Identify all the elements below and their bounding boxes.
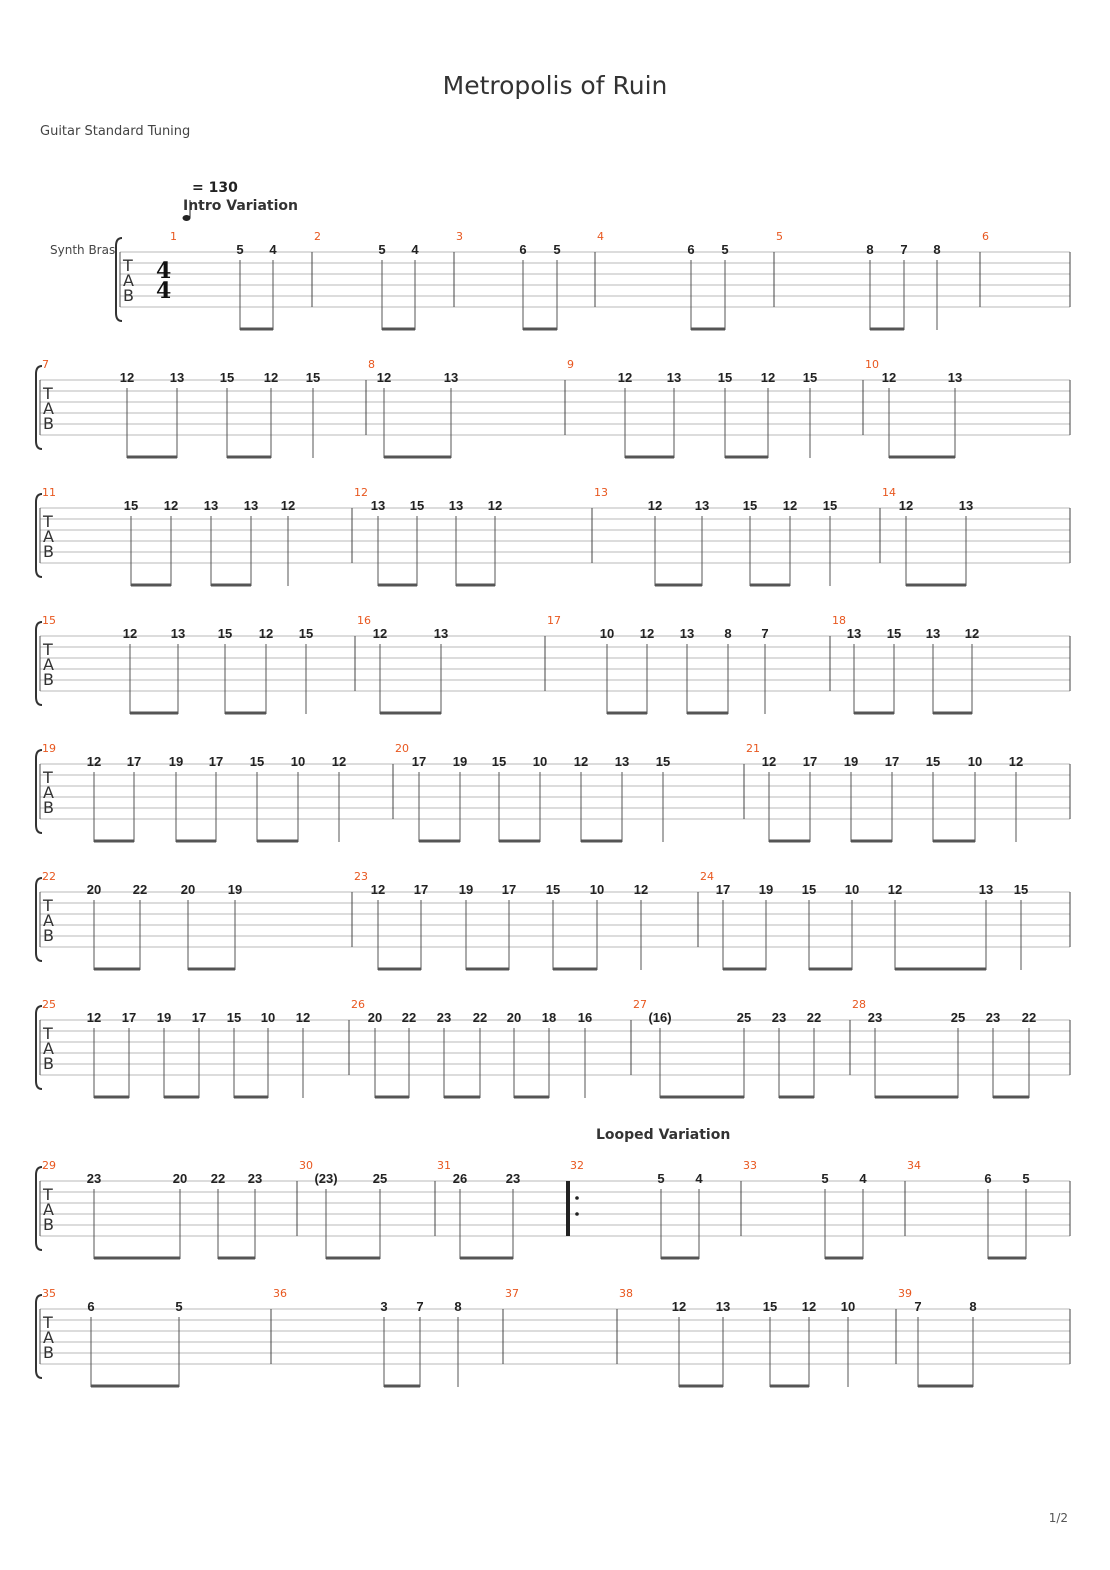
fret-number: 12 [617,370,633,385]
fret-number: 5 [553,242,561,257]
measure-number: 33 [743,1159,757,1172]
fret-number: 12 [487,498,503,513]
fret-number: 4 [695,1171,703,1186]
fret-number: 5 [657,1171,665,1186]
measure-number: 6 [982,230,989,243]
fret-number: 22 [472,1010,488,1025]
fret-number: 13 [679,626,695,641]
fret-number: 15 [822,498,838,513]
measure-number: 11 [42,486,56,499]
system-bracket [36,1006,42,1089]
fret-number: 20 [86,882,102,897]
measure-number: 20 [395,742,409,755]
measure-number: 17 [547,614,561,627]
fret-number: 17 [802,754,818,769]
fret-number: 12 [86,754,102,769]
measure-number: 24 [700,870,714,883]
measure-number: 7 [42,358,49,371]
fret-number: 17 [884,754,900,769]
fret-number: 22 [210,1171,226,1186]
tab-letter: T [43,384,53,403]
tab-letter: B [43,414,54,433]
fret-number: 12 [122,626,138,641]
section-looped-variation: Looped Variation [596,1127,731,1143]
measure-number: 3 [456,230,463,243]
fret-number: 10 [260,1010,276,1025]
fret-number: 15 [742,498,758,513]
fret-number: 8 [454,1299,462,1314]
fret-number: 13 [666,370,682,385]
tab-letter: B [43,1054,54,1073]
tab-letter: A [43,527,54,546]
fret-number: 12 [370,882,386,897]
fret-number: 13 [448,498,464,513]
fret-number: 12 [964,626,980,641]
fret-number: 19 [168,754,184,769]
system-bracket [36,366,42,449]
measure-number: 31 [437,1159,451,1172]
fret-number: 6 [519,242,527,257]
tab-letter: A [43,911,54,930]
fret-number: 7 [416,1299,424,1314]
fret-number: 5 [821,1171,829,1186]
tab-letter: B [43,798,54,817]
tab-letter: B [43,670,54,689]
fret-number: 15 [655,754,671,769]
system-bracket [36,878,42,961]
fret-number: 15 [217,626,233,641]
fret-number: 10 [532,754,548,769]
system-bracket [116,238,122,321]
fret-number: 13 [947,370,963,385]
fret-number: 15 [305,370,321,385]
system-bracket [36,1167,42,1250]
fret-number: (23) [314,1171,338,1186]
fret-number: 13 [243,498,259,513]
tab-letter: T [43,1313,53,1332]
fret-number: 10 [599,626,615,641]
fret-number: 17 [411,754,427,769]
fret-number: 12 [280,498,296,513]
fret-number: 12 [760,370,776,385]
fret-number: 19 [452,754,468,769]
fret-number: 5 [378,242,386,257]
measure-number: 15 [42,614,56,627]
fret-number: 15 [298,626,314,641]
fret-number: 17 [413,882,429,897]
fret-number: 15 [249,754,265,769]
fret-number: 19 [227,882,243,897]
fret-number: 4 [269,242,277,257]
tab-letter: A [43,1200,54,1219]
measure-number: 21 [746,742,760,755]
tab-letter: A [123,271,134,290]
fret-number: 15 [409,498,425,513]
fret-number: 22 [401,1010,417,1025]
fret-number: 13 [694,498,710,513]
tempo-marking: = 130 [192,180,238,196]
fret-number: 15 [802,370,818,385]
fret-number: 15 [717,370,733,385]
fret-number: 17 [191,1010,207,1025]
fret-number: 7 [914,1299,922,1314]
fret-number: 10 [290,754,306,769]
fret-number: 8 [866,242,874,257]
measure-number: 2 [314,230,321,243]
fret-number: 12 [633,882,649,897]
tab-letter: B [43,926,54,945]
fret-number: 23 [86,1171,102,1186]
fret-number: 13 [925,626,941,641]
fret-number: 23 [985,1010,1001,1025]
fret-number: 23 [867,1010,883,1025]
measure-number: 14 [882,486,896,499]
fret-number: 19 [156,1010,172,1025]
fret-number: 15 [123,498,139,513]
fret-number: 12 [86,1010,102,1025]
song-title: Metropolis of Ruin [442,71,668,100]
tab-letter: T [43,1185,53,1204]
measure-number: 18 [832,614,846,627]
fret-number: 15 [886,626,902,641]
fret-number: 12 [881,370,897,385]
measure-number: 10 [865,358,879,371]
fret-number: 15 [491,754,507,769]
fret-number: 7 [900,242,908,257]
fret-number: 18 [541,1010,557,1025]
tab-letter: A [43,1328,54,1347]
tab-letter: B [123,286,134,305]
measure-number: 25 [42,998,56,1011]
system-bracket [36,1295,42,1378]
fret-number: 13 [370,498,386,513]
instrument-name: Synth Bras [50,243,116,257]
fret-number: 12 [1008,754,1024,769]
fret-number: 25 [950,1010,966,1025]
measure-number: 4 [597,230,604,243]
system-bracket [36,622,42,705]
measure-number: 37 [505,1287,519,1300]
repeat-dot [575,1212,579,1216]
fret-number: 8 [969,1299,977,1314]
fret-number: 20 [367,1010,383,1025]
measure-number: 16 [357,614,371,627]
fret-number: 23 [505,1171,521,1186]
fret-number: 15 [1013,882,1029,897]
fret-number: 7 [761,626,769,641]
fret-number: 12 [263,370,279,385]
measure-number: 27 [633,998,647,1011]
fret-number: 6 [87,1299,95,1314]
measure-number: 30 [299,1159,313,1172]
fret-number: 12 [119,370,135,385]
fret-number: 13 [433,626,449,641]
measure-number: 13 [594,486,608,499]
page-number: 1/2 [1048,1511,1068,1525]
fret-number: 10 [589,882,605,897]
fret-number: 13 [443,370,459,385]
tuning-label: Guitar Standard Tuning [40,124,191,139]
measure-number: 9 [567,358,574,371]
fret-number: 12 [372,626,388,641]
tab-letter: T [123,256,133,275]
time-signature-top: 4 [156,258,172,284]
tab-letter: A [43,783,54,802]
tab-letter: T [43,896,53,915]
fret-number: 15 [226,1010,242,1025]
measure-number: 29 [42,1159,56,1172]
fret-number: 12 [295,1010,311,1025]
measure-number: 5 [776,230,783,243]
fret-number: 17 [501,882,517,897]
fret-number: 17 [126,754,142,769]
fret-number: 22 [132,882,148,897]
fret-number: 13 [169,370,185,385]
fret-number: 13 [958,498,974,513]
fret-number: 15 [219,370,235,385]
measure-number: 26 [351,998,365,1011]
fret-number: 12 [782,498,798,513]
system-bracket [36,750,42,833]
fret-number: 12 [331,754,347,769]
measure-number: 28 [852,998,866,1011]
fret-number: 23 [771,1010,787,1025]
fret-number: 12 [898,498,914,513]
measure-number: 39 [898,1287,912,1300]
fret-number: 22 [1021,1010,1037,1025]
fret-number: 12 [573,754,589,769]
fret-number: 5 [1022,1171,1030,1186]
fret-number: 13 [715,1299,731,1314]
tab-letter: A [43,1039,54,1058]
fret-number: 10 [840,1299,856,1314]
fret-number: 20 [506,1010,522,1025]
tab-letter: B [43,542,54,561]
fret-number: 12 [887,882,903,897]
tab-letter: A [43,399,54,418]
tab-letter: T [43,640,53,659]
fret-number: 12 [258,626,274,641]
measure-number: 8 [368,358,375,371]
fret-number: 10 [967,754,983,769]
fret-number: 3 [380,1299,388,1314]
fret-number: 5 [721,242,729,257]
fret-number: 6 [687,242,695,257]
measure-number: 32 [570,1159,584,1172]
measure-number: 23 [354,870,368,883]
measure-number: 35 [42,1287,56,1300]
fret-number: 12 [671,1299,687,1314]
fret-number: 19 [843,754,859,769]
fret-number: 23 [436,1010,452,1025]
fret-number: 17 [715,882,731,897]
fret-number: 6 [984,1171,992,1186]
fret-number: 8 [724,626,732,641]
tab-letter: T [43,1024,53,1043]
fret-number: 23 [247,1171,263,1186]
fret-number: 17 [121,1010,137,1025]
measure-number: 34 [907,1159,921,1172]
fret-number: 15 [762,1299,778,1314]
fret-number: 26 [452,1171,468,1186]
measure-number: 38 [619,1287,633,1300]
fret-number: 10 [844,882,860,897]
fret-number: 16 [577,1010,593,1025]
fret-number: 4 [411,242,419,257]
fret-number: 4 [859,1171,867,1186]
fret-number: 12 [163,498,179,513]
measure-number: 1 [170,230,177,243]
measure-number: 19 [42,742,56,755]
fret-number: 17 [208,754,224,769]
fret-number: 12 [639,626,655,641]
tab-letter: T [43,512,53,531]
fret-number: 13 [978,882,994,897]
fret-number: 13 [614,754,630,769]
fret-number: 13 [846,626,862,641]
fret-number: 13 [170,626,186,641]
fret-number: 12 [801,1299,817,1314]
fret-number: 5 [175,1299,183,1314]
fret-number: 15 [545,882,561,897]
tab-letter: T [43,768,53,787]
tab-letter: B [43,1215,54,1234]
fret-number: 8 [933,242,941,257]
fret-number: 20 [172,1171,188,1186]
fret-number: 25 [372,1171,388,1186]
fret-number: 22 [806,1010,822,1025]
fret-number: 5 [236,242,244,257]
measure-number: 36 [273,1287,287,1300]
fret-number: 19 [458,882,474,897]
repeat-dot [575,1196,579,1200]
fret-number: 12 [761,754,777,769]
fret-number: 15 [801,882,817,897]
measure-number: 12 [354,486,368,499]
fret-number: 15 [925,754,941,769]
system-bracket [36,494,42,577]
fret-number: 12 [647,498,663,513]
fret-number: 12 [376,370,392,385]
fret-number: 19 [758,882,774,897]
fret-number: 25 [736,1010,752,1025]
time-signature-bottom: 4 [156,278,172,304]
fret-number: 20 [180,882,196,897]
fret-number: 13 [203,498,219,513]
measure-number: 22 [42,870,56,883]
fret-number: (16) [648,1010,672,1025]
section-intro-variation: Intro Variation [183,198,299,214]
tab-letter: B [43,1343,54,1362]
tab-letter: A [43,655,54,674]
